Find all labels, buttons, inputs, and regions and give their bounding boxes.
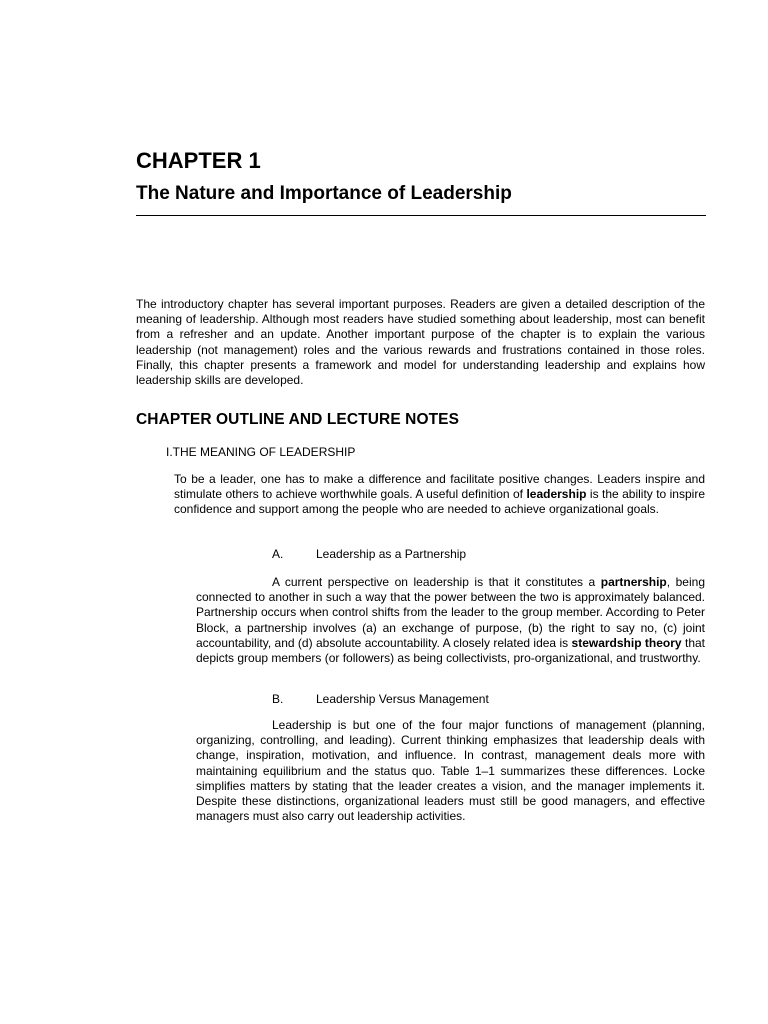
section-i-text-start: To be a leader, one has to make a difference and facilitate positive changes. Leaders inspire and stimulate others to achieve worthwhile goals. A useful definition of xyxy=(174,472,705,502)
title-divider xyxy=(136,215,706,216)
subsection-a-paragraph xyxy=(196,575,705,666)
term-stewardship-theory: stewardship theory xyxy=(571,635,682,650)
section-i-heading: I.THE MEANING OF LEADERSHIP xyxy=(166,445,356,459)
chapter-title: The Nature and Importance of Leadership xyxy=(136,183,512,204)
outline-heading: CHAPTER OUTLINE AND LECTURE NOTES xyxy=(136,411,460,428)
intro-paragraph: The introductory chapter has several important purposes. Readers are given a detailed description of the meaning of leadership. Although most readers have studied something about leadership, most can benefit from a refresher and an update. Another important purpose of the chapter is to explain the various leadership (not management) roles and the various rewards and frustrations contained in those roles. Finally, this chapter presents a framework and model for understanding leadership and explains how leadership skills are developed. xyxy=(136,297,705,388)
section-i-text-end: is the ability to inspire confidence and support among the people who are needed to achieve organizational goals. xyxy=(174,487,705,517)
subsection-a-text-1: A current perspective on leadership is that it constitutes a xyxy=(272,575,601,589)
subsection-a-letter: A. xyxy=(272,547,284,561)
subsection-b-letter: B. xyxy=(272,692,284,706)
section-i-paragraph xyxy=(174,472,705,518)
subsection-a-text-2: , being connected to another in such a way that the power between the two is approximately balanced. Partnership occurs when control shifts from the leader to the group member. According to Peter Block, a partnership involves (a) an exchange of purpose, (b) the right to say no, (c) joint accountability, and (d) absolute accountability. A closely related idea is xyxy=(196,575,705,650)
subsection-a-title: Leadership as a Partnership xyxy=(316,547,467,561)
term-leadership: leadership xyxy=(526,487,587,502)
term-partnership: partnership xyxy=(600,575,667,589)
subsection-b-paragraph: Leadership is but one of the four major functions of management (planning, organizing, controlling, and leading). Current thinking emphasizes that leadership deals with change, inspiration, motivation, and influence. In contrast, management deals more with maintaining equilibrium and the status quo. Table 1–1 summarizes these differences. Locke simplifies matters by stating that the leader creates a vision, and the manager implements it. Despite these distinctions, organizational leaders must still be good managers, and effective managers must also carry out leadership activities. xyxy=(196,718,705,824)
subsection-a-text-3: that depicts group members (or followers) as being collectivists, pro-organizational, and trustworthy. xyxy=(196,635,706,666)
subsection-b-title: Leadership Versus Management xyxy=(316,692,489,706)
chapter-label: CHAPTER 1 xyxy=(136,148,261,173)
